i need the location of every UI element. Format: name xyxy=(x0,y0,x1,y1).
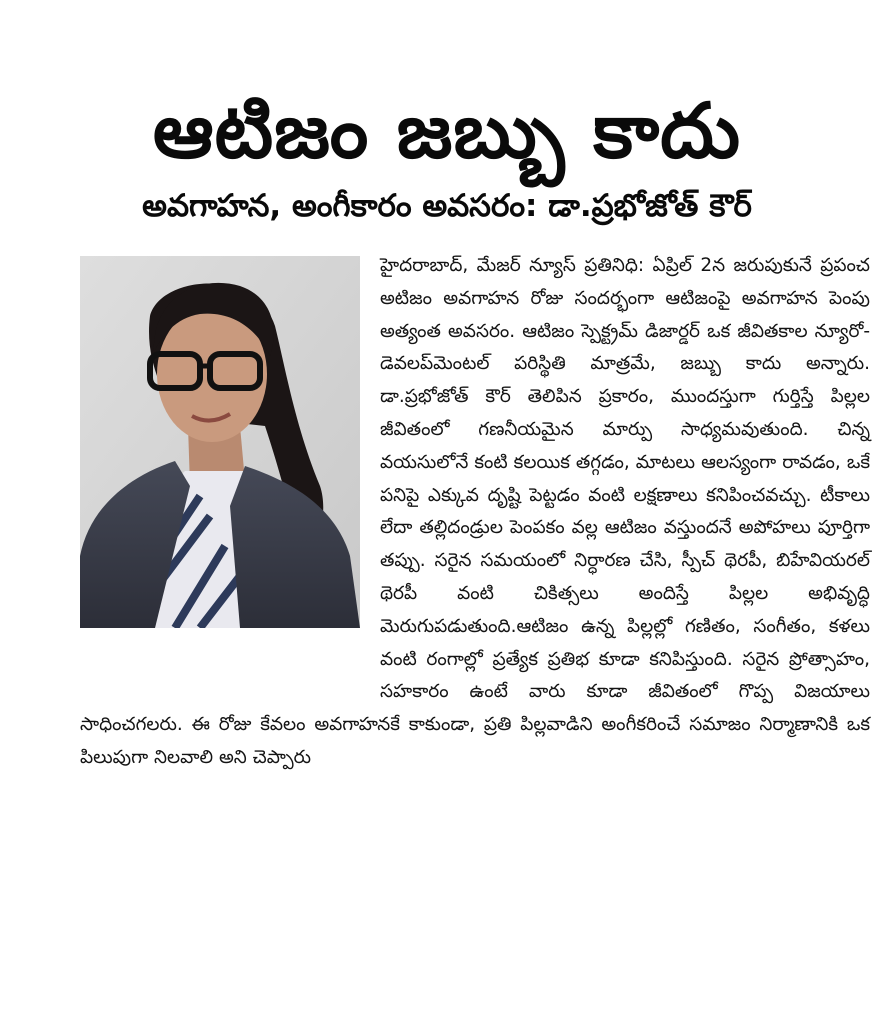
headline: ఆటిజం జబ్బు కాదు xyxy=(152,85,742,175)
article-body-container xyxy=(80,250,870,775)
subheadline: అవగాహన, అంగీకారం అవసరం: డా.ప్రభోజోత్ కౌర్ xyxy=(142,187,752,224)
article-body: హైదరాబాద్, మేజర్ న్యూస్ ప్రతినిధి: ఏప్రిల్ 2న జరుపుకునే ప్రపంచ అటిజం అవగాహన రోజు సందర్భంగా ఆటిజంపై అవగాహన పెంపు అత్యంత అవసరం. ఆటిజం స్పెక్ట్రమ్ డిజార్డర్ ఒక జీవితకాల న్యూరో-డెవలప్‌మెంటల్ పరిస్థితి మాత్రమే, జబ్బు కాదు అన్నారు. డా.ప్రభోజోత్ కౌర్ తెలిపిన ప్రకారం, ముందస్తుగా గుర్తిస్తే పిల్లల జీవితంలో గణనీయమైన మార్పు సాధ్యమవుతుంది. చిన్న వయసులోనే కంటి కలయిక తగ్గడం, మాటలు ఆలస్యంగా రావడం, ఒకే పనిపై ఎక్కువ దృష్టి పెట్టడం వంటి లక్షణాలు కనిపించవచ్చు. టీకాలు లేదా తల్లిదండ్రుల పెంపకం వల్ల ఆటిజం వస్తుందనే అపోహలు పూర్తిగా తప్పు. సరైన సమయంలో నిర్ధారణ చేసి, స్పీచ్ థెరపీ, బిహేవియరల్ థెరపీ వంటి చికిత్సలు అందిస్తే పిల్లల అభివృద్ధి మెరుగుపడుతుంది.ఆటిజం ఉన్న పిల్లల్లో గణితం, సంగీతం, కళలు వంటి రంగాల్లో ప్రత్యేక ప్రతిభ కూడా కనిపిస్తుంది. సరైన ప్రోత్సాహం, సహకారం ఉంటే వారు కూడా జీవితంలో గొప్ప విజయాలు సాధించగలరు. ఈ రోజు కేవలం అవగాహనకే కాకుండా, ప్రతి పిల్లవాడిని అంగీకరించే సమాజం నిర్మాణానికి ఒక పిలుపుగా నిలవాలి అని చెప్పారు xyxy=(80,255,870,768)
photo-wrap-spacer xyxy=(80,250,380,680)
